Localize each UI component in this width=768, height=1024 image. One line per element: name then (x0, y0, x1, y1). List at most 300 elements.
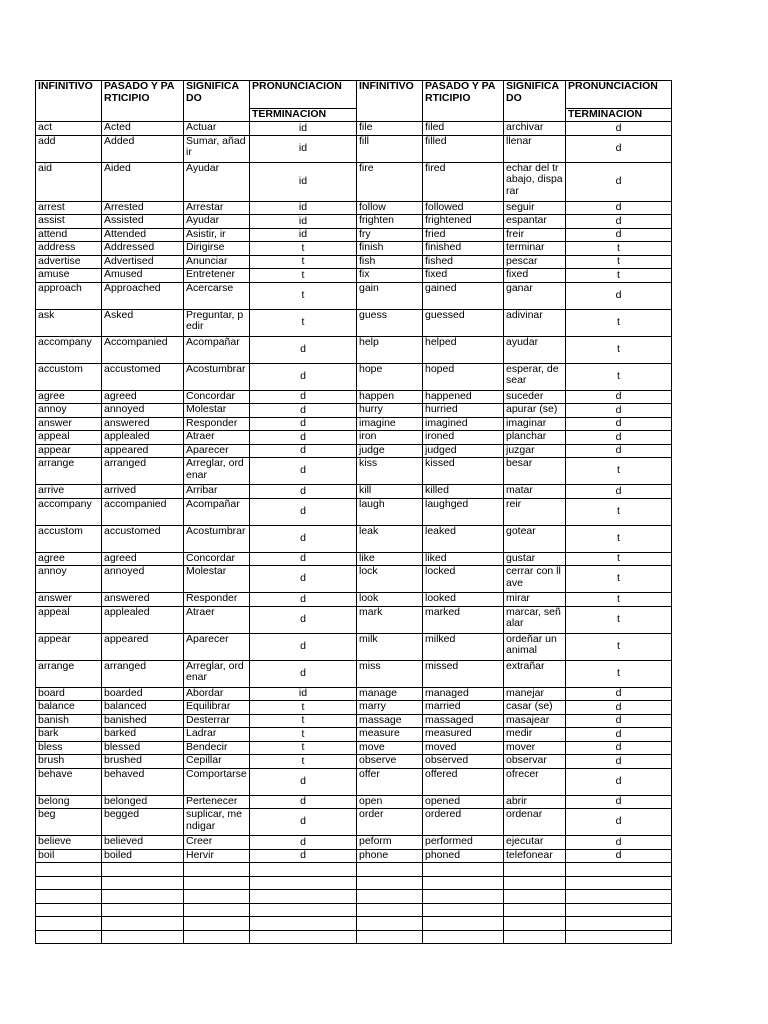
right-termination-cell: d (566, 714, 672, 728)
right-past-cell: performed (423, 836, 504, 850)
table-row (36, 525, 672, 552)
right-infinitive-cell: gain (357, 282, 423, 309)
right-past-cell: leaked (423, 525, 504, 552)
left-infinitive-cell: agree (36, 552, 102, 566)
right-infinitive-cell: help (357, 336, 423, 363)
right-meaning-cell: juzgar (504, 444, 566, 458)
right-past-cell: milked (423, 633, 504, 660)
right-past-cell: helped (423, 336, 504, 363)
right-termination-cell: d (566, 701, 672, 715)
left-meaning-cell: Cepillar (184, 755, 250, 769)
empty-cell (566, 890, 672, 904)
left-termination-cell: d (250, 849, 357, 863)
table-row (36, 566, 672, 593)
left-past-cell: brushed (102, 755, 184, 769)
right-past-cell: liked (423, 552, 504, 566)
left-termination-cell: t (250, 741, 357, 755)
right-infinitive-cell: happen (357, 390, 423, 404)
table-row (36, 431, 672, 445)
empty-cell (102, 876, 184, 890)
right-meaning-cell: pescar (504, 255, 566, 269)
right-past-cell: killed (423, 485, 504, 499)
right-termination-cell: t (566, 606, 672, 633)
left-past-cell: Assisted (102, 215, 184, 229)
right-infinitive-cell: observe (357, 755, 423, 769)
right-termination-cell: d (566, 215, 672, 229)
empty-row (36, 930, 672, 944)
table-row (36, 728, 672, 742)
right-meaning-cell: telefonear (504, 849, 566, 863)
right-termination-cell: t (566, 660, 672, 687)
table-row (36, 444, 672, 458)
right-past-cell: kissed (423, 458, 504, 485)
right-past-cell: judged (423, 444, 504, 458)
left-meaning-cell: Arribar (184, 485, 250, 499)
left-meaning-cell: Responder (184, 593, 250, 607)
right-meaning-cell: ayudar (504, 336, 566, 363)
left-meaning-cell: Dirigirse (184, 242, 250, 256)
left-meaning-cell: suplicar, mendigar (184, 809, 250, 836)
left-infinitive-cell: assist (36, 215, 102, 229)
right-infinitive-cell: laugh (357, 498, 423, 525)
right-termination-cell: t (566, 566, 672, 593)
left-past-cell: appeared (102, 633, 184, 660)
right-infinitive-cell: massage (357, 714, 423, 728)
left-infinitive-cell: advertise (36, 255, 102, 269)
left-infinitive-cell: address (36, 242, 102, 256)
left-infinitive-cell: approach (36, 282, 102, 309)
right-past-cell: finished (423, 242, 504, 256)
empty-cell (102, 890, 184, 904)
right-past-cell: ironed (423, 431, 504, 445)
left-infinitive-cell: attend (36, 228, 102, 242)
right-termination-cell: t (566, 336, 672, 363)
left-termination-cell: t (250, 714, 357, 728)
table-row (36, 809, 672, 836)
left-termination-cell: d (250, 768, 357, 795)
right-meaning-cell: suceder (504, 390, 566, 404)
header-pasado-left: PASADO Y PARTICIPIO (102, 81, 184, 122)
right-infinitive-cell: mark (357, 606, 423, 633)
right-meaning-cell: archivar (504, 122, 566, 136)
left-termination-cell: d (250, 606, 357, 633)
left-past-cell: accompanied (102, 498, 184, 525)
left-past-cell: blessed (102, 741, 184, 755)
left-termination-cell: id (250, 162, 357, 201)
left-meaning-cell: Arreglar, ordenar (184, 660, 250, 687)
empty-cell (423, 917, 504, 931)
right-past-cell: massaged (423, 714, 504, 728)
right-infinitive-cell: finish (357, 242, 423, 256)
empty-cell (36, 863, 102, 877)
left-infinitive-cell: board (36, 687, 102, 701)
right-meaning-cell: planchar (504, 431, 566, 445)
table-row (36, 135, 672, 162)
left-past-cell: barked (102, 728, 184, 742)
right-meaning-cell: echar del trabajo, disparar (504, 162, 566, 201)
left-infinitive-cell: arrange (36, 458, 102, 485)
empty-cell (566, 917, 672, 931)
right-meaning-cell: ganar (504, 282, 566, 309)
empty-cell (357, 863, 423, 877)
left-past-cell: boiled (102, 849, 184, 863)
right-termination-cell: t (566, 458, 672, 485)
right-infinitive-cell: like (357, 552, 423, 566)
empty-cell (102, 930, 184, 944)
header-pasado-right: PASADO Y PARTICIPIO (423, 81, 504, 122)
header-row (36, 81, 672, 109)
left-meaning-cell: Aparecer (184, 633, 250, 660)
left-infinitive-cell: bark (36, 728, 102, 742)
right-infinitive-cell: fix (357, 269, 423, 283)
left-past-cell: Asked (102, 309, 184, 336)
left-termination-cell: d (250, 660, 357, 687)
left-meaning-cell: Concordar (184, 390, 250, 404)
left-infinitive-cell: ask (36, 309, 102, 336)
right-infinitive-cell: look (357, 593, 423, 607)
empty-cell (36, 917, 102, 931)
left-termination-cell: t (250, 701, 357, 715)
right-meaning-cell: freir (504, 228, 566, 242)
table-row (36, 363, 672, 390)
right-termination-cell: d (566, 444, 672, 458)
right-past-cell: fired (423, 162, 504, 201)
right-infinitive-cell: fish (357, 255, 423, 269)
table-row (36, 633, 672, 660)
empty-cell (250, 903, 357, 917)
right-past-cell: marked (423, 606, 504, 633)
table-row (36, 282, 672, 309)
left-termination-cell: d (250, 566, 357, 593)
right-infinitive-cell: fry (357, 228, 423, 242)
right-meaning-cell: besar (504, 458, 566, 485)
right-meaning-cell: esperar, desear (504, 363, 566, 390)
left-meaning-cell: Molestar (184, 566, 250, 593)
left-past-cell: belonged (102, 795, 184, 809)
empty-cell (423, 903, 504, 917)
left-meaning-cell: Acercarse (184, 282, 250, 309)
right-meaning-cell: ordeñar un animal (504, 633, 566, 660)
left-infinitive-cell: answer (36, 593, 102, 607)
left-infinitive-cell: brush (36, 755, 102, 769)
left-termination-cell: d (250, 552, 357, 566)
left-infinitive-cell: banish (36, 714, 102, 728)
empty-row (36, 863, 672, 877)
right-infinitive-cell: offer (357, 768, 423, 795)
left-termination-cell: id (250, 122, 357, 136)
left-meaning-cell: Atraer (184, 431, 250, 445)
header-terminacion-left: TERMINACION (250, 109, 357, 122)
left-past-cell: agreed (102, 552, 184, 566)
right-termination-cell: d (566, 485, 672, 499)
left-past-cell: answered (102, 417, 184, 431)
left-termination-cell: d (250, 444, 357, 458)
right-past-cell: gained (423, 282, 504, 309)
left-infinitive-cell: balance (36, 701, 102, 715)
right-infinitive-cell: follow (357, 201, 423, 215)
left-infinitive-cell: belong (36, 795, 102, 809)
empty-row (36, 903, 672, 917)
empty-cell (184, 903, 250, 917)
empty-cell (504, 930, 566, 944)
right-meaning-cell: marcar, señalar (504, 606, 566, 633)
table-row (36, 755, 672, 769)
header-significado-left: SIGNIFICA DO (184, 81, 250, 122)
left-meaning-cell: Pertenecer (184, 795, 250, 809)
empty-cell (566, 930, 672, 944)
right-termination-cell: d (566, 390, 672, 404)
right-meaning-cell: espantar (504, 215, 566, 229)
empty-cell (184, 890, 250, 904)
right-infinitive-cell: manage (357, 687, 423, 701)
table-row (36, 660, 672, 687)
verb-table (35, 80, 672, 944)
left-termination-cell: t (250, 309, 357, 336)
right-infinitive-cell: imagine (357, 417, 423, 431)
table-row (36, 849, 672, 863)
right-meaning-cell: fixed (504, 269, 566, 283)
table-row (36, 336, 672, 363)
left-termination-cell: t (250, 282, 357, 309)
empty-cell (566, 863, 672, 877)
right-meaning-cell: llenar (504, 135, 566, 162)
left-termination-cell: d (250, 809, 357, 836)
left-past-cell: Arrested (102, 201, 184, 215)
left-meaning-cell: Creer (184, 836, 250, 850)
empty-row (36, 890, 672, 904)
right-meaning-cell: medir (504, 728, 566, 742)
left-meaning-cell: Ayudar (184, 162, 250, 201)
left-infinitive-cell: bless (36, 741, 102, 755)
table-row (36, 417, 672, 431)
right-termination-cell: d (566, 417, 672, 431)
left-termination-cell: t (250, 255, 357, 269)
empty-cell (504, 903, 566, 917)
right-past-cell: followed (423, 201, 504, 215)
left-past-cell: applealed (102, 431, 184, 445)
left-infinitive-cell: beg (36, 809, 102, 836)
empty-cell (504, 863, 566, 877)
left-meaning-cell: Molestar (184, 404, 250, 418)
right-termination-cell: t (566, 242, 672, 256)
left-termination-cell: id (250, 201, 357, 215)
empty-cell (504, 890, 566, 904)
left-meaning-cell: Atraer (184, 606, 250, 633)
right-meaning-cell: seguir (504, 201, 566, 215)
right-meaning-cell: adivinar (504, 309, 566, 336)
right-infinitive-cell: milk (357, 633, 423, 660)
right-termination-cell: d (566, 162, 672, 201)
left-past-cell: annoyed (102, 566, 184, 593)
empty-cell (184, 876, 250, 890)
empty-cell (566, 876, 672, 890)
right-meaning-cell: imaginar (504, 417, 566, 431)
empty-cell (357, 876, 423, 890)
empty-cell (250, 930, 357, 944)
empty-cell (357, 917, 423, 931)
right-past-cell: fried (423, 228, 504, 242)
left-infinitive-cell: answer (36, 417, 102, 431)
header-significado-right: SIGNIFICA DO (504, 81, 566, 122)
left-meaning-cell: Acostumbrar (184, 525, 250, 552)
empty-cell (250, 863, 357, 877)
table-row (36, 795, 672, 809)
left-termination-cell: d (250, 458, 357, 485)
table-row (36, 687, 672, 701)
table-row (36, 714, 672, 728)
left-termination-cell: d (250, 795, 357, 809)
left-past-cell: Added (102, 135, 184, 162)
right-meaning-cell: casar (se) (504, 701, 566, 715)
left-meaning-cell: Hervir (184, 849, 250, 863)
right-termination-cell: t (566, 363, 672, 390)
left-infinitive-cell: believe (36, 836, 102, 850)
right-past-cell: hurried (423, 404, 504, 418)
left-meaning-cell: Arrestar (184, 201, 250, 215)
right-termination-cell: t (566, 593, 672, 607)
right-termination-cell: t (566, 309, 672, 336)
right-termination-cell: t (566, 525, 672, 552)
table-row (36, 552, 672, 566)
empty-cell (504, 876, 566, 890)
empty-cell (36, 903, 102, 917)
right-infinitive-cell: phone (357, 849, 423, 863)
right-meaning-cell: terminar (504, 242, 566, 256)
left-termination-cell: d (250, 404, 357, 418)
empty-cell (184, 930, 250, 944)
left-infinitive-cell: act (36, 122, 102, 136)
left-meaning-cell: Comportarse (184, 768, 250, 795)
left-past-cell: applealed (102, 606, 184, 633)
right-past-cell: ordered (423, 809, 504, 836)
right-past-cell: filled (423, 135, 504, 162)
left-termination-cell: d (250, 633, 357, 660)
right-infinitive-cell: peform (357, 836, 423, 850)
empty-cell (423, 863, 504, 877)
left-past-cell: Addressed (102, 242, 184, 256)
empty-cell (250, 876, 357, 890)
left-past-cell: arranged (102, 458, 184, 485)
left-termination-cell: d (250, 363, 357, 390)
right-meaning-cell: reir (504, 498, 566, 525)
left-infinitive-cell: accompany (36, 498, 102, 525)
empty-cell (250, 890, 357, 904)
right-infinitive-cell: frighten (357, 215, 423, 229)
right-meaning-cell: cerrar con llave (504, 566, 566, 593)
left-termination-cell: id (250, 135, 357, 162)
left-meaning-cell: Ayudar (184, 215, 250, 229)
right-meaning-cell: gustar (504, 552, 566, 566)
right-termination-cell: d (566, 849, 672, 863)
right-meaning-cell: extrañar (504, 660, 566, 687)
right-meaning-cell: ofrecer (504, 768, 566, 795)
left-infinitive-cell: aid (36, 162, 102, 201)
empty-cell (36, 890, 102, 904)
left-past-cell: answered (102, 593, 184, 607)
right-termination-cell: d (566, 201, 672, 215)
left-termination-cell: d (250, 485, 357, 499)
table-row (36, 228, 672, 242)
empty-cell (36, 876, 102, 890)
table-row (36, 836, 672, 850)
right-termination-cell: d (566, 228, 672, 242)
right-meaning-cell: matar (504, 485, 566, 499)
header-infinitivo-right: INFINITIVO (357, 81, 423, 122)
right-termination-cell: t (566, 269, 672, 283)
left-termination-cell: d (250, 593, 357, 607)
header-infinitivo-left: INFINITIVO (36, 81, 102, 122)
table-row (36, 458, 672, 485)
right-infinitive-cell: order (357, 809, 423, 836)
right-infinitive-cell: fire (357, 162, 423, 201)
empty-cell (357, 903, 423, 917)
left-termination-cell: d (250, 390, 357, 404)
right-termination-cell: d (566, 755, 672, 769)
left-meaning-cell: Aparecer (184, 444, 250, 458)
table-row (36, 390, 672, 404)
right-termination-cell: d (566, 431, 672, 445)
empty-cell (357, 890, 423, 904)
left-past-cell: arranged (102, 660, 184, 687)
right-infinitive-cell: judge (357, 444, 423, 458)
right-infinitive-cell: fill (357, 135, 423, 162)
right-past-cell: opened (423, 795, 504, 809)
left-past-cell: agreed (102, 390, 184, 404)
right-meaning-cell: gotear (504, 525, 566, 552)
right-termination-cell: t (566, 255, 672, 269)
right-infinitive-cell: leak (357, 525, 423, 552)
right-infinitive-cell: iron (357, 431, 423, 445)
left-past-cell: accustomed (102, 363, 184, 390)
right-termination-cell: d (566, 135, 672, 162)
left-infinitive-cell: boil (36, 849, 102, 863)
left-termination-cell: id (250, 228, 357, 242)
table-row (36, 201, 672, 215)
right-past-cell: missed (423, 660, 504, 687)
right-past-cell: filed (423, 122, 504, 136)
empty-cell (566, 903, 672, 917)
left-infinitive-cell: agree (36, 390, 102, 404)
left-infinitive-cell: accustom (36, 525, 102, 552)
left-termination-cell: t (250, 755, 357, 769)
left-infinitive-cell: add (36, 135, 102, 162)
left-termination-cell: d (250, 417, 357, 431)
right-infinitive-cell: kiss (357, 458, 423, 485)
right-termination-cell: d (566, 741, 672, 755)
right-past-cell: guessed (423, 309, 504, 336)
empty-cell (184, 863, 250, 877)
right-termination-cell: d (566, 795, 672, 809)
table-row (36, 269, 672, 283)
left-past-cell: Approached (102, 282, 184, 309)
left-termination-cell: t (250, 269, 357, 283)
right-termination-cell: d (566, 687, 672, 701)
empty-cell (184, 917, 250, 931)
left-infinitive-cell: appear (36, 633, 102, 660)
left-termination-cell: d (250, 431, 357, 445)
right-past-cell: managed (423, 687, 504, 701)
left-infinitive-cell: amuse (36, 269, 102, 283)
left-past-cell: Amused (102, 269, 184, 283)
right-past-cell: frightened (423, 215, 504, 229)
table-row (36, 768, 672, 795)
table-row (36, 741, 672, 755)
empty-cell (357, 930, 423, 944)
left-infinitive-cell: behave (36, 768, 102, 795)
left-past-cell: Accompanied (102, 336, 184, 363)
left-infinitive-cell: annoy (36, 566, 102, 593)
left-meaning-cell: Acompañar (184, 336, 250, 363)
